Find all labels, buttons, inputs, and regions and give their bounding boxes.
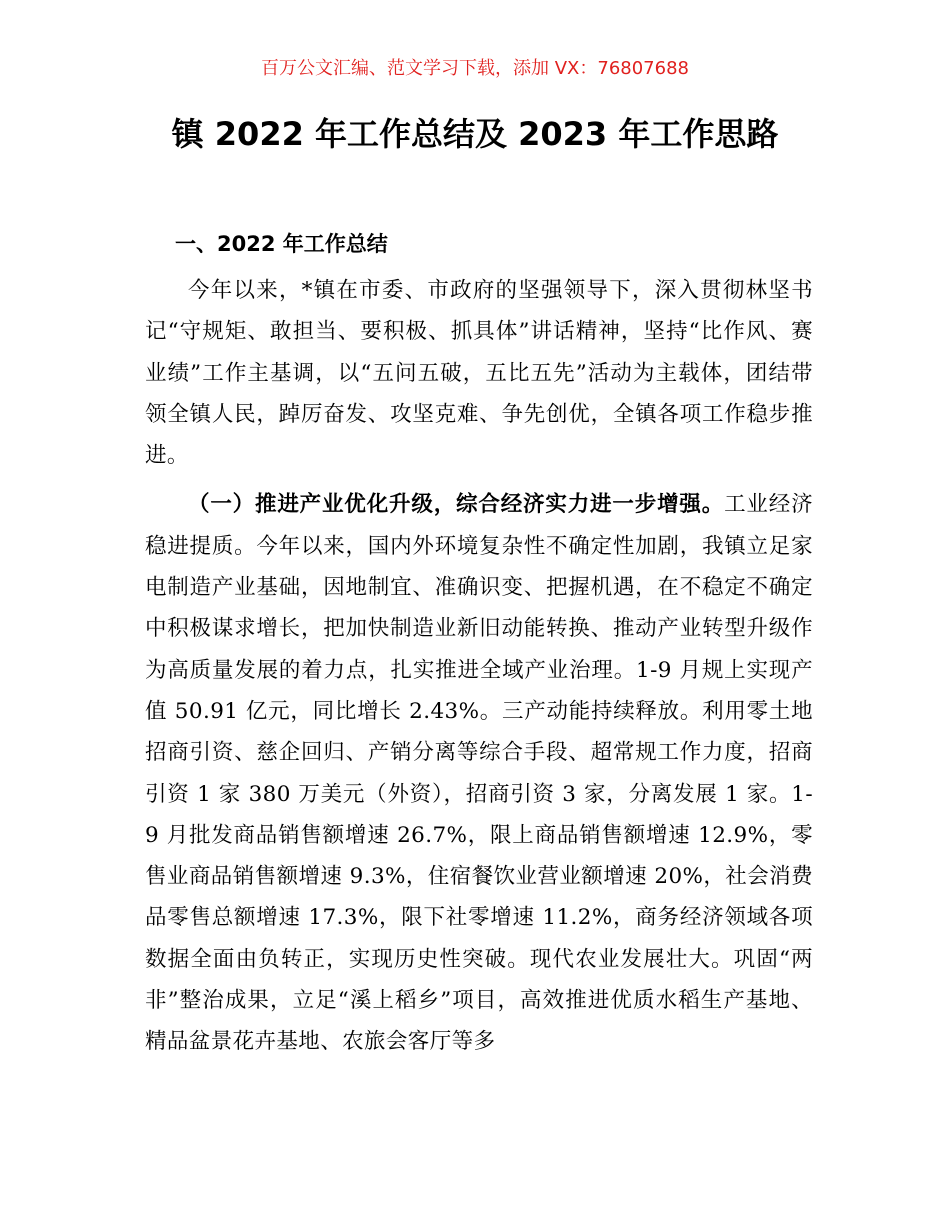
- paragraph-text: 今年以来，*镇在市委、市政府的坚强领导下，深入贯彻林坚书记“守规矩、敢担当、要积极、抓具体”讲话精神，坚持“比作风、赛业绩”工作主基调，以“五问五破，五比五先”活动为主载体，团结带领全镇人民，踔厉奋发、攻坚克难、争先创优，全镇各项工作稳步推进。: [145, 278, 813, 469]
- paragraph-intro: [145, 270, 813, 476]
- watermark-banner: 百万公文汇编、范文学习下载，添加 VX：76807688: [261, 58, 689, 79]
- document-title: 镇 2022 年工作总结及 2023 年工作思路: [171, 115, 779, 153]
- section-heading: 一、2022 年工作总结: [175, 232, 388, 256]
- paragraph-industry: [145, 484, 813, 1062]
- paragraph-text: 工业经济稳进提质。今年以来，国内外环境复杂性不确定性加剧，我镇立足家电制造产业基础，因地制宜、准确识变、把握机遇，在不稳定不确定中积极谋求增长，把加快制造业新旧动能转换、推动产业转型升级作为高质量发展的着力点，扎实推进全域产业治理。1-9 月规上实现产值 50.91 亿元，同比增长 2.43%。三产动能持续释放。利用零土地招商引资、慈企回归、产销分离等综合手段、超常规工作力度，招商引资 1 家 380 万美元（外资），招商引资 3 家，分离发展 1 家。1-9 月批发商品销售额增速 26.7%，限上商品销售额增速 12.9%，零售业商品销售额增速 9.3%，住宿餐饮业营业额增速 20%，社会消费品零售总额增速 17.3%，限下社零增速 11.2%，商务经济领域各项数据全面由负转正，实现历史性突破。现代农业发展壮大。巩固“两非”整治成果，立足“溪上稻乡”项目，高效推进优质水稻生产基地、精品盆景花卉基地、农旅会客厅等多: [145, 492, 813, 1055]
- document-body: [145, 224, 813, 1063]
- paragraph-lead-bold: （一）推进产业优化升级，综合经济实力进一步增强。: [188, 492, 725, 518]
